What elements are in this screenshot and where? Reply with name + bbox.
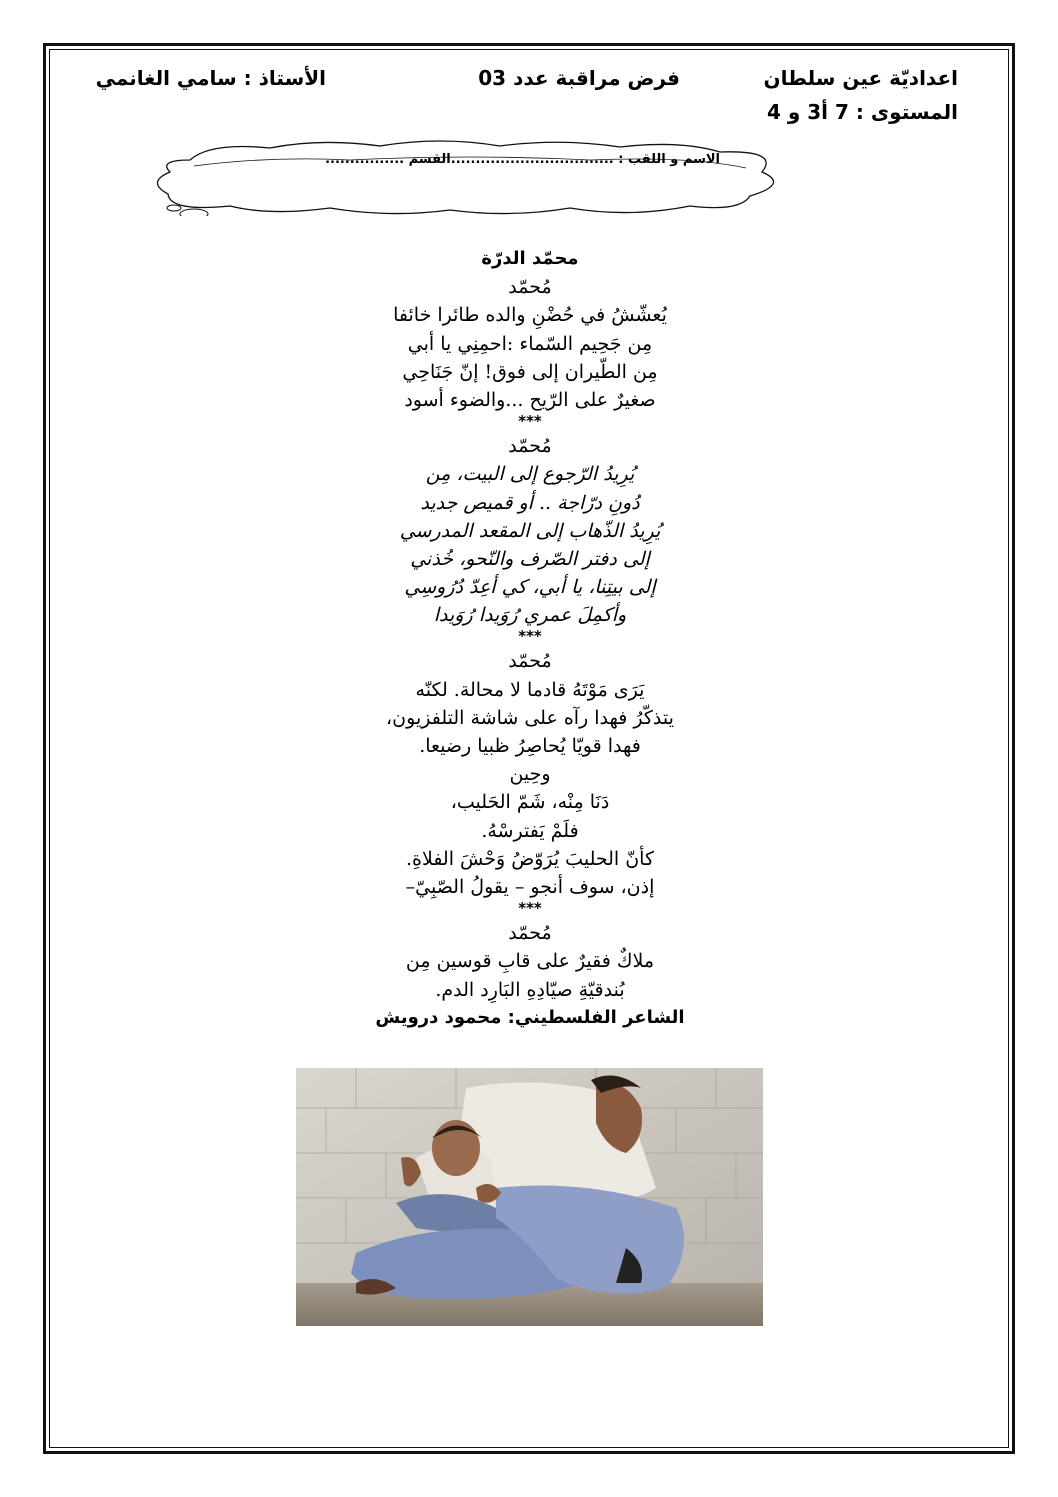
school-name: اعداديّة عين سلطان <box>763 66 958 90</box>
poem-line: مِن جَحِيم السّماء :احمِنِي يا أبي <box>407 332 653 355</box>
poem-author: الشاعر الفلسطيني: محمود درويش <box>375 1006 685 1028</box>
poem-line: يُعشّشُ في حُضْنِ والده طائرا خائفا <box>393 304 667 327</box>
poem-line: مُحمّد <box>508 435 552 458</box>
poem-block <box>300 245 760 1032</box>
poem-line: صغيرٌ على الرّيح ...والضوء أسود <box>404 388 656 411</box>
poem-title: محمّد الدرّة <box>481 248 579 269</box>
poem-line: يُرِيدُ الذّهاب إلى المقعد المدرسي <box>399 519 661 542</box>
poem-line: وحِين <box>509 763 551 786</box>
stanza-separator: *** <box>518 899 542 918</box>
photo-image <box>296 1068 763 1326</box>
poem-line: بُندقيّةِ صيّادِهِ البَارِد الدم. <box>435 978 625 1001</box>
poem-line: مِن الطّيران إلى فوق! إنّ جَنَاحِي <box>402 360 658 383</box>
exam-title: فرض مراقبة عدد 03 <box>478 66 680 90</box>
poem-line: فلَمْ يَفترسْهُ. <box>481 819 579 842</box>
poem-line: إلى دفتر الصّرف والنّحو، خُذني <box>410 547 650 570</box>
poem-line: يتذكّرُ فهدا رآه على شاشة التلفزيون، <box>386 706 674 729</box>
poem-line: وأكمِلَ عمري رُوَيدا رُوَيدا <box>433 604 627 627</box>
poem-line: يُرِيدُ الرّجوع إلى البيت، مِن <box>425 463 635 486</box>
poem-line: مُحمّد <box>508 650 552 673</box>
stanza-separator: *** <box>518 627 542 646</box>
cloud-shape <box>150 138 790 216</box>
stanza-separator: *** <box>518 412 542 431</box>
poem-line: دُونِ درّاجة .. أو قميص جديد <box>420 491 640 514</box>
class-level: المستوى : 7 أ3 و 4 <box>766 100 958 124</box>
student-name-field[interactable]: الاسم و اللقب : .................................القسم ................ <box>325 152 720 167</box>
poem-line: فهدا قويّا يُحاصِرُ ظبيا رضيعا. <box>419 735 641 757</box>
teacher-name: الأستاذ : سامي الغانمي <box>95 66 326 90</box>
poem-line: دَنَا مِنْه، شَمّ الحَليب، <box>450 791 610 814</box>
poem-line: إذن، سوف أنجو – يقولُ الصّبِيّ– <box>405 875 655 898</box>
poem-line: ملاكٌ فقيرٌ على قابِ قوسين مِن <box>405 950 655 973</box>
poem-line: مُحمّد <box>508 922 552 945</box>
poem-line: كأنّ الحليبَ يُرَوّضُ وَحْشَ الفلاةِ. <box>405 847 655 870</box>
poem-line: إلى بيتِنا، يا أبي، كي أعِدّ دُرُوسِي <box>404 576 656 599</box>
poem-line: مُحمّد <box>508 276 552 299</box>
poem-line: يَرَى مَوْتَهُ قادما لا محالة. لكنّه <box>415 678 645 701</box>
